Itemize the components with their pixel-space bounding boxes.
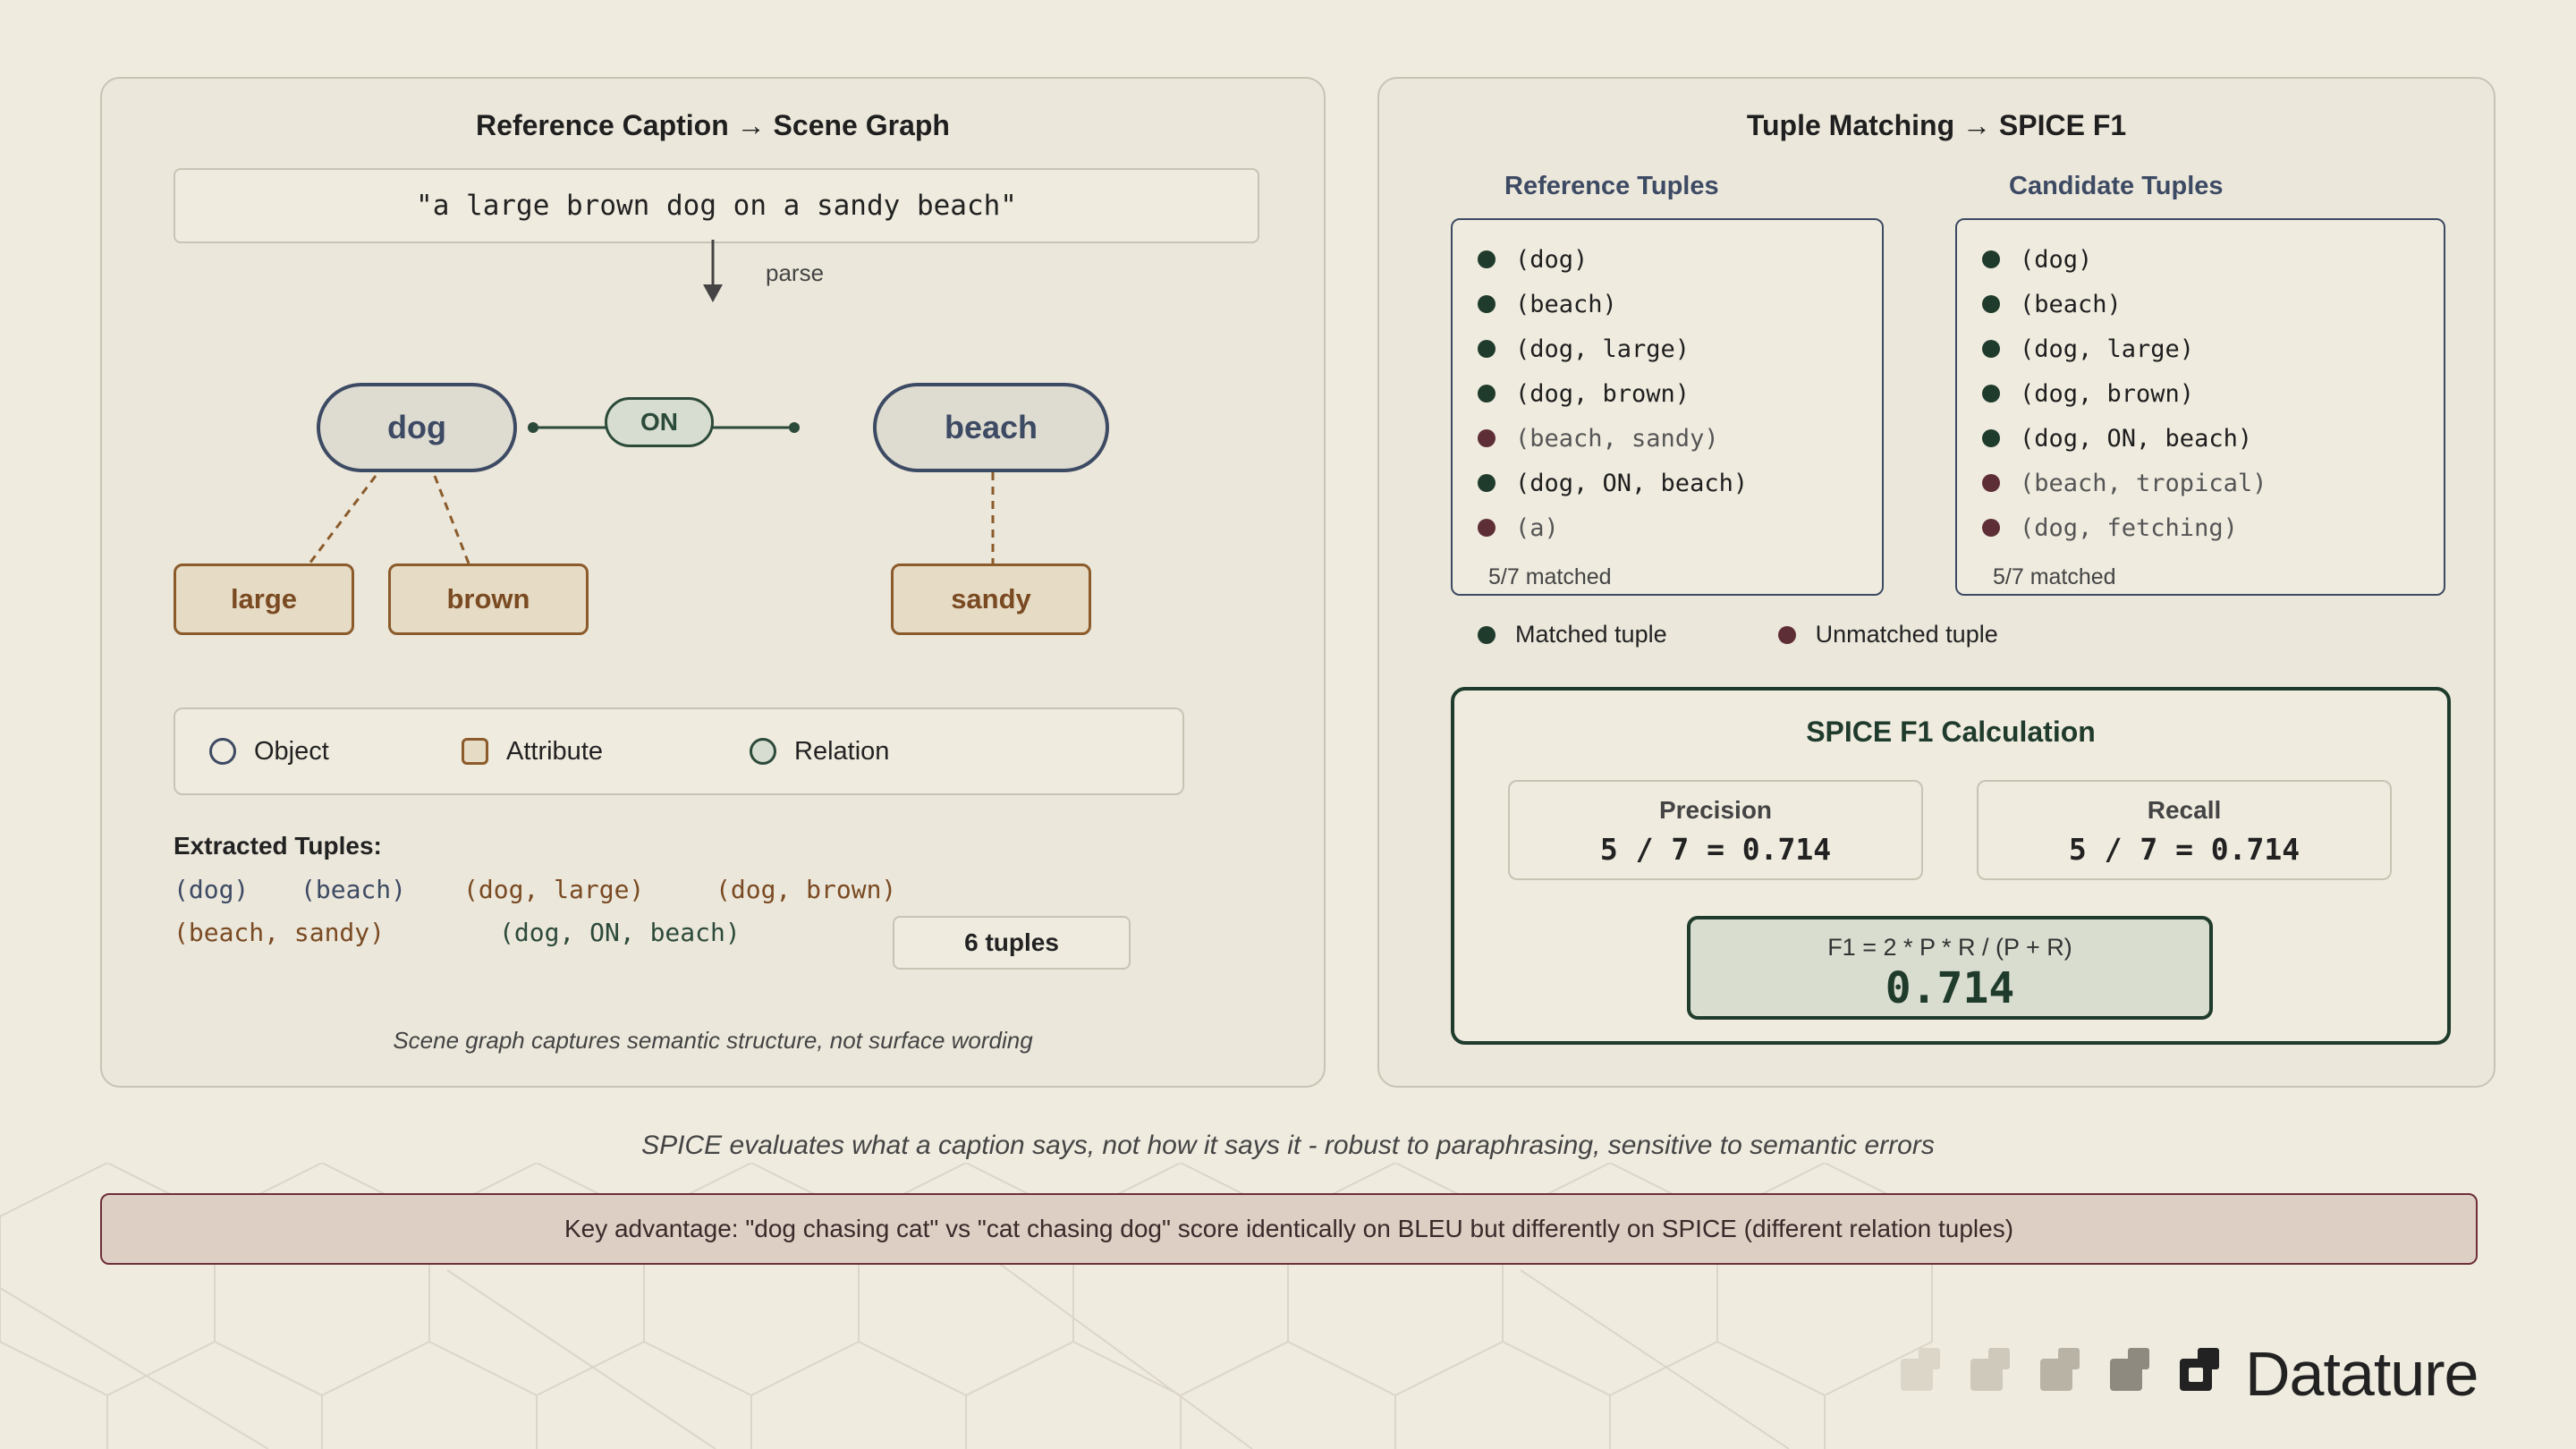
object-node-dog: dog <box>317 383 517 472</box>
unmatched-dot-icon <box>1982 474 2000 492</box>
matched-dot-icon <box>1478 626 1496 644</box>
attribute-node-sandy: sandy <box>891 564 1091 635</box>
attribute-node-brown: brown <box>388 564 589 635</box>
tuple-text: (beach, sandy) <box>1515 424 1719 453</box>
legend-relation <box>750 709 889 793</box>
extracted-tuple: (dog, brown) <box>716 875 897 904</box>
reference-caption: "a large brown dog on a sandy beach" <box>174 168 1259 243</box>
extracted-tuples-title: Extracted Tuples: <box>174 832 382 860</box>
recall-box <box>1977 780 2392 880</box>
tuple-text: (beach) <box>1515 290 1617 318</box>
tuple-text: (dog) <box>2020 245 2093 274</box>
unmatched-legend-label: Unmatched tuple <box>1815 621 1998 648</box>
key-advantage-banner: Key advantage: "dog chasing cat" vs "cat chasing dog" score identically on BLEU but differently on SPICE (different relation tuples) <box>100 1193 2478 1265</box>
matched-dot-icon <box>1478 340 1496 358</box>
parse-label: parse <box>766 259 825 286</box>
extracted-tuple: (beach) <box>301 875 407 904</box>
object-swatch-icon <box>209 738 236 765</box>
legend-relation-label: Relation <box>794 736 890 766</box>
precision-value: 5 / 7 = 0.714 <box>1599 832 1832 867</box>
match-legend <box>1478 621 1998 648</box>
matched-dot-icon <box>1982 385 2000 402</box>
tuple-text: (dog) <box>1515 245 1589 274</box>
candidate-tuple-list <box>1955 218 2445 596</box>
matched-dot-icon <box>1982 250 2000 268</box>
unmatched-dot-icon <box>1778 626 1796 644</box>
reference-tuple-list <box>1451 218 1884 596</box>
tuple-count-badge: 6 tuples <box>893 916 1131 970</box>
scene-graph-panel <box>100 77 1326 1088</box>
tuple-text: (dog, large) <box>2020 335 2195 363</box>
candidate-tuple-row <box>1982 286 2122 322</box>
reference-tuples-heading: Reference Tuples <box>1504 172 1719 200</box>
tuple-text: (dog, brown) <box>2020 379 2195 408</box>
candidate-tuple-row <box>1982 376 2194 411</box>
calc-title: SPICE F1 Calculation <box>1806 716 2096 748</box>
legend-object <box>209 709 329 793</box>
object-node-beach: beach <box>873 383 1109 472</box>
spice-f1-calculation <box>1451 687 2451 1045</box>
candidate-match-summary: 5/7 matched <box>1993 564 2116 589</box>
f1-result-box <box>1687 916 2213 1020</box>
node-type-legend <box>174 708 1184 795</box>
recall-value: 5 / 7 = 0.714 <box>2068 832 2301 867</box>
f1-value: 0.714 <box>1885 963 2015 1013</box>
tuple-text: (dog, large) <box>1515 335 1690 363</box>
reference-tuple-row <box>1478 420 1719 456</box>
attribute-node-large: large <box>174 564 354 635</box>
unmatched-dot-icon <box>1478 429 1496 447</box>
attribute-swatch-icon <box>462 738 488 765</box>
reference-tuple-row <box>1478 510 1559 546</box>
relation-node-on: ON <box>605 397 714 447</box>
tuple-text: (dog, ON, beach) <box>2020 424 2253 453</box>
tuple-matching-panel <box>1377 77 2496 1088</box>
tuple-text: (beach, tropical) <box>2020 469 2267 497</box>
candidate-tuple-row <box>1982 510 2238 546</box>
candidate-tuple-row <box>1982 465 2267 501</box>
unmatched-dot-icon <box>1478 519 1496 537</box>
candidate-tuple-row <box>1982 242 2092 277</box>
reference-tuple-row <box>1478 465 1748 501</box>
relation-swatch-icon <box>750 738 776 765</box>
scene-graph-title: Reference Caption → Scene Graph <box>476 109 950 141</box>
candidate-tuple-row <box>1982 420 2252 456</box>
recall-label: Recall <box>2147 796 2222 824</box>
precision-label: Precision <box>1658 796 1773 824</box>
legend-attribute-label: Attribute <box>506 736 603 766</box>
legend-object-label: Object <box>254 736 329 766</box>
reference-tuple-row <box>1478 376 1690 411</box>
matched-dot-icon <box>1982 340 2000 358</box>
candidate-tuples-heading: Candidate Tuples <box>2009 172 2224 200</box>
precision-box <box>1508 780 1923 880</box>
extracted-tuple: (beach, sandy) <box>174 918 386 947</box>
legend-attribute <box>462 709 603 793</box>
candidate-tuple-row <box>1982 331 2194 367</box>
unmatched-dot-icon <box>1982 519 2000 537</box>
extracted-tuple: (dog) <box>174 875 250 904</box>
matched-dot-icon <box>1478 474 1496 492</box>
tuple-text: (dog, brown) <box>1515 379 1690 408</box>
tuple-text: (a) <box>1515 513 1559 542</box>
matched-dot-icon <box>1478 295 1496 313</box>
tuple-text: (beach) <box>2020 290 2122 318</box>
extracted-tuple: (dog, ON, beach) <box>499 918 741 947</box>
reference-tuple-row <box>1478 331 1690 367</box>
tuple-matching-title: Tuple Matching → SPICE F1 <box>1746 109 2127 141</box>
matched-legend-label: Matched tuple <box>1515 621 1667 648</box>
extracted-tuple: (dog, large) <box>463 875 645 904</box>
reference-tuple-row <box>1478 286 1617 322</box>
matched-dot-icon <box>1478 385 1496 402</box>
reference-tuple-row <box>1478 242 1588 277</box>
scene-graph-footnote: Scene graph captures semantic structure, not surface wording <box>393 1027 1033 1054</box>
matched-dot-icon <box>1982 295 2000 313</box>
f1-formula: F1 = 2 * P * R / (P + R) <box>1827 934 2072 961</box>
brand-name: Datature <box>2245 1339 2479 1409</box>
matched-dot-icon <box>1478 250 1496 268</box>
tuple-text: (dog, ON, beach) <box>1515 469 1749 497</box>
tuple-text: (dog, fetching) <box>2020 513 2238 542</box>
reference-match-summary: 5/7 matched <box>1488 564 1612 589</box>
matched-dot-icon <box>1982 429 2000 447</box>
spice-summary: SPICE evaluates what a caption says, not how it says it - robust to paraphrasing, sensitive to semantic errors <box>641 1131 1935 1160</box>
